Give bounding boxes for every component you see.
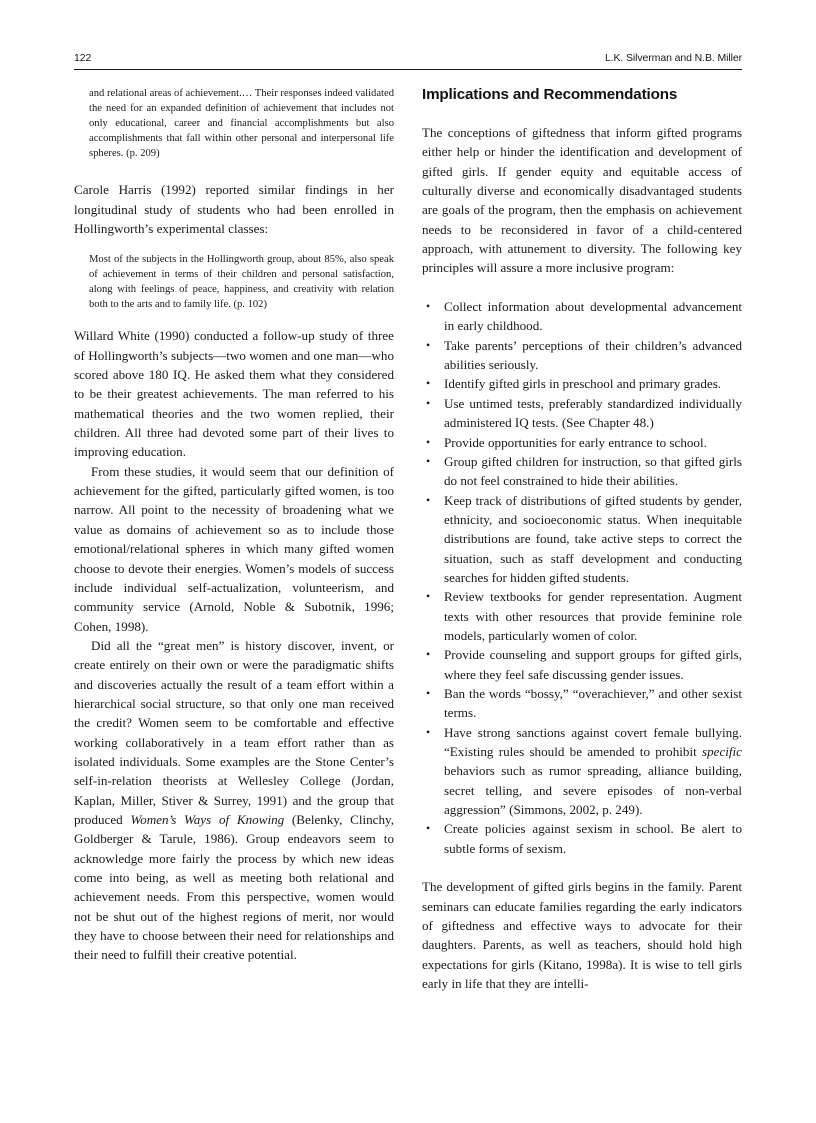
running-title: L.K. Silverman and N.B. Miller [604,52,742,64]
section-heading-implications: Implications and Recommendations [422,86,678,103]
book-title-womens-ways-of-knowing: Women’s Ways of Knowing [130,811,285,827]
list-item [422,723,742,820]
bullet-icon: • [426,299,431,314]
list-item-text: Ban the words “bossy,” “overachiever,” and other sexist terms. [444,685,742,721]
bullet-icon: • [426,685,431,700]
block-quote-1: and relational areas of achievement.… Their responses indeed validated the need for an expanded definition of achievement that includes not only educational, career and financial accomplishments but also accomplishments that fall within other personal and interpersonal life spheres. (p. 209) [89,88,394,159]
list-item [422,374,742,393]
list-item [422,819,742,858]
list-item-text: Review textbooks for gender representation. Augment texts with other resources that provide feminine role models, particularly women of color. [444,589,742,643]
list-item [422,645,742,684]
list-item-text-part1: Have strong sanctions against covert female bullying. “Existing rules should be amended to prohibit [444,724,742,759]
list-item [422,297,742,336]
bullet-icon: • [426,724,431,739]
block-quote-2: Most of the subjects in the Hollingworth group, about 85%, also speak of achievement in terms of their children and personal satisfaction, along with feelings of peace, happiness, and creativity with relation both to the arts and to family life. (p. 102) [89,254,394,311]
list-item-text: Collect information about developmental advancement in early childhood. [444,299,742,334]
paragraph-development-of-gifted-girls: The development of gifted girls begins in the family. Parent seminars can educate families regarding the early indicators of giftedness and effective ways to advocate for their daughters. Parents, as well as teachers, should hold high expectations for girls (Kitano, 1998a). It is wise to tell girls early in life that they are intelli- [422,879,742,992]
list-item-text: Take parents’ perceptions of their children’s advanced abilities seriously. [444,337,742,373]
paragraph-from-these-studies: From these studies, it would seem that our definition of achievement for the gifted, particularly gifted women, is too narrow. All point to the necessity of broadening what we value as domains of achievement so as to include those emotional/relational spheres in which many gifted women choose to devote their energies. Women’s models of success include individual self-actualization, volunteerism, and community service (Arnold, Noble & Subotnik, 1996; Cohen, 1998). [74,463,394,634]
list-item [422,452,742,491]
paragraph-conceptions-of-giftedness: The conceptions of giftedness that inform gifted programs either help or hinder the identification and development of gifted girls. If gender equity and equitable access of culturally diverse and economically disadvantaged students are goals of the program, then the emphasis on achievement needs to be reconsidered in favor of a child-centered approach, with attunement to diversity. The following key principles will assure a more inclusive program: [422,125,742,276]
paragraph-great-men-part1: Did all the “great men” is history discover, invent, or create entirely on their own or were the paradigmatic shifts and discoveries actually the result of a team effort within a hierarchical social structure, so that only one man received the credit? Women seem to be comfortable and effective working collaboratively in a team effort rather than as isolated individuals. Some examples are the Stone Center’s self-in-relation theorists at Wellesley College (Jordan, Kaplan, Miller, Stiver & Surrey, 1991) and the group that produced [74,637,394,827]
paragraph-great-men [74,636,394,965]
list-item [422,587,742,645]
list-item [422,491,742,588]
list-item-text: Create policies against sexism in school. Be alert to subtle forms of sexism. [444,821,742,856]
bullet-icon: • [426,589,431,604]
bullet-icon: • [426,453,431,468]
bullet-icon: • [426,492,431,507]
list-item [422,336,742,375]
two-column-body [74,86,742,1041]
list-item [422,394,742,433]
list-item-text: Identify gifted girls in preschool and primary grades. [444,376,722,392]
bullet-icon: • [426,337,431,352]
list-item-text: Provide counseling and support groups for gifted girls, where they feel safe discussing gender issues. [444,647,742,682]
left-column [74,86,394,1041]
list-item [422,433,742,452]
paragraph-great-men-part2: (Belenky, Clinchy, Goldberger & Tarule, 1986). Group endeavors seem to acknowledge more fairly the process by which new ideas come into being, as well as meeting both relational and achievement needs. From this perspective, women would not be shut out of the highest regions of merit, nor would they have to choose between their need for relationships and their need to fulfill their creative potential. [74,811,394,963]
bullet-icon: • [426,376,431,391]
bullet-icon: • [426,821,431,836]
paragraph-carole-harris: Carole Harris (1992) reported similar findings in her longitudinal study of students who had been enrolled in Hollingworth’s experimental classes: [74,182,394,237]
list-item-text-part2: behaviors such as rumor spreading, alliance building, secret telling, and severe episodes of non-verbal aggression” (Simmons, 2002, p. 249). [444,763,742,818]
bullet-icon: • [426,434,431,449]
page-number: 122 [74,52,92,64]
list-item-text: Use untimed tests, preferably standardized individually administered IQ tests. (See Chapter 48.) [444,395,742,431]
list-item-text: Group gifted children for instruction, so that gifted girls do not feel constrained to hide their abilities. [444,453,742,489]
bullet-icon: • [426,395,431,410]
recommendations-list [422,297,742,858]
list-item [422,684,742,723]
paragraph-willard-white: Willard White (1990) conducted a follow-up study of three of Hollingworth’s subjects—two women and one man—who scored above 180 IQ. He asked them what they considered to be their greatest achievements. The man referred to his mathematical theories and the two women replied, their children. All three had devoted some part of their lives to improving education. [74,328,394,460]
list-item-text: Keep track of distributions of gifted students by gender, ethnicity, and socioeconomic status. When inequitable distributions are found, take active steps to correct the situation, such as staff development and conducting searches for hidden gifted students. [444,492,742,585]
list-item-text [444,723,742,820]
list-item-text: Provide opportunities for early entrance to school. [444,434,707,450]
right-column [422,86,742,1041]
running-header [74,52,742,64]
bullet-icon: • [426,647,431,662]
emphasis-specific: specific [702,744,742,759]
header-rule [74,69,742,70]
